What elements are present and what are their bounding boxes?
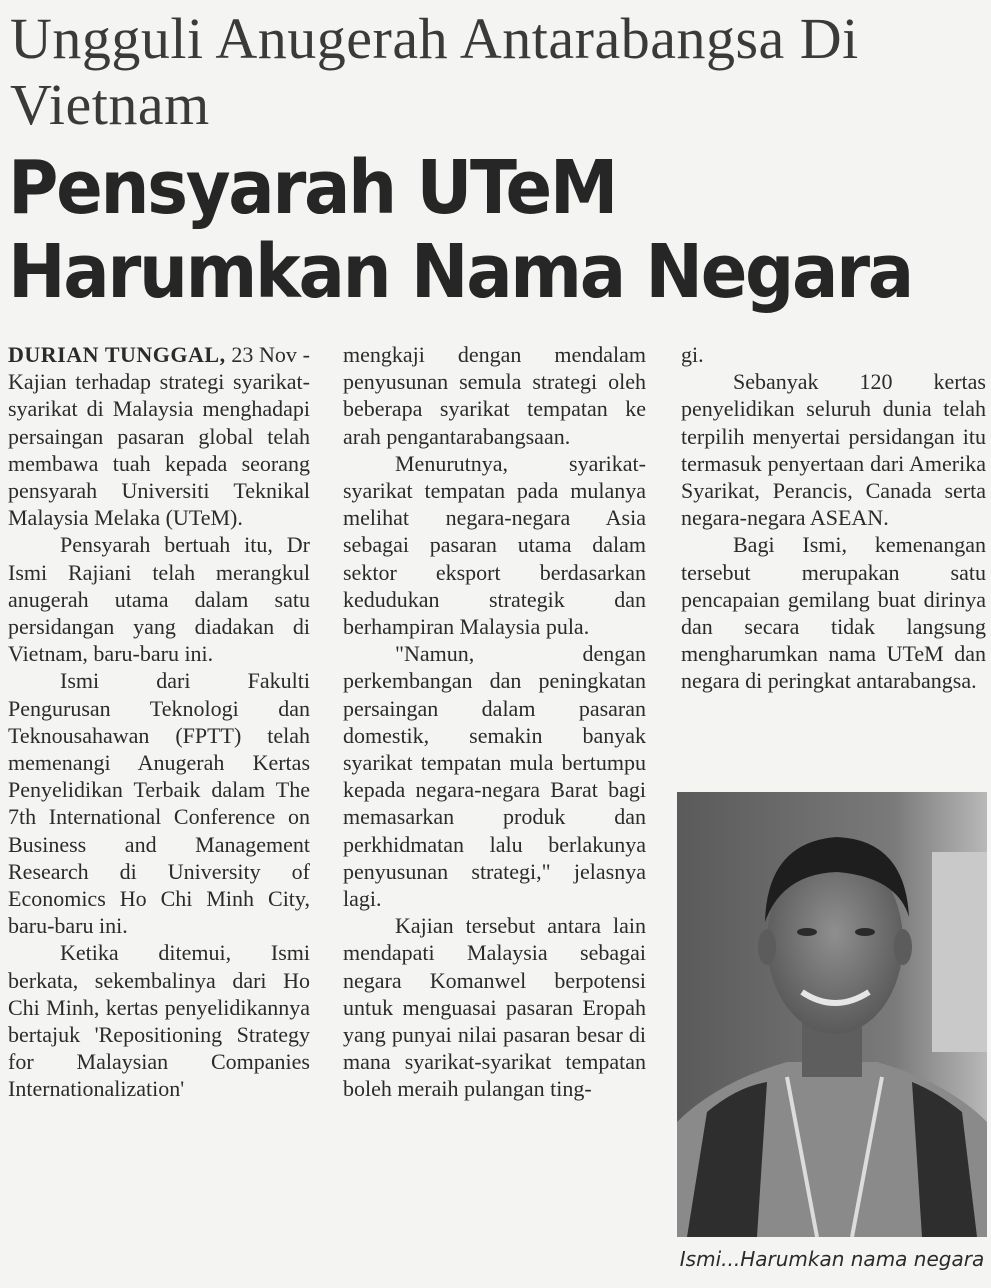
article-column-3 (681, 341, 986, 695)
paragraph-1 (8, 341, 310, 531)
headline-line-2: Harumkan Nama Negara (8, 229, 912, 315)
main-headline (8, 146, 919, 314)
paragraph-5: mengkaji dengan mendalam penyusunan semula strategi oleh beberapa syarikat tempatan ke arah pengantarabangsaan. (343, 342, 646, 449)
paragraph-11: Bagi Ismi, kemenangan tersebut merupakan satu pencapaian gemilang buat dirinya dan secara tidak langsung mengharumkan nama UTeM dan negara di peringkat antarabangsa. (681, 532, 986, 694)
paragraph-6: Menurutnya, syarikat-syarikat tempatan pada mulanya melihat negara-negara Asia sebagai pasaran utama dalam sektor eksport berdasarkan kedudukan strategik dan berhampiran Malaysia pula. (343, 450, 646, 640)
paragraph-10: Sebanyak 120 kertas penyelidikan seluruh dunia telah terpilih menyertai persidangan itu termasuk penyertaan dari Amerika Syarikat, Perancis, Canada serta negara-negara ASEAN. (681, 369, 986, 531)
portrait-photo (677, 792, 987, 1237)
paragraph-9: gi. (681, 342, 704, 367)
headline-line-1: Pensyarah UTeM (8, 145, 617, 231)
dateline: DURIAN TUNGGAL, (8, 342, 226, 367)
portrait-illustration (677, 792, 987, 1237)
article-column-2 (343, 341, 646, 1103)
article-column-1 (8, 341, 310, 1103)
photo-caption: Ismi...Harumkan nama negara (679, 1247, 985, 1271)
paragraph-7: "Namun, dengan perkembangan dan peningkatan persaingan dalam pasaran domestik, semakin banyak syarikat tempatan mula bertumpu kepada negara-negara Barat bagi memasarkan produk dan perkhidmatan lalu berlakunya penyusunan strategi," jelasnya lagi. (343, 641, 646, 912)
paragraph-1-text: 23 Nov - Kajian terhadap strategi syarikat-syarikat di Malaysia menghadapi persaingan pasaran global telah membawa tuah kepada seorang pensyarah Universiti Teknikal Malaysia Melaka (UTeM). (8, 342, 310, 531)
paragraph-2: Pensyarah bertuah itu, Dr Ismi Rajiani telah merangkul anugerah utama dalam satu persidangan yang diadakan di Vietnam, baru-baru ini. (8, 532, 310, 667)
paragraph-4: Ketika ditemui, Ismi berkata, sekembalinya dari Ho Chi Minh, kertas penyelidikannya bertajuk 'Repositioning Strategy for Malaysian Companies Internationalization' (8, 940, 310, 1102)
paragraph-3: Ismi dari Fakulti Pengurusan Teknologi dan Teknousahawan (FPTT) telah memenangi Anugerah Kertas Penyelidikan Terbaik dalam The 7th International Conference on Business and Management Research di University of Economics Ho Chi Minh City, baru-baru ini. (8, 668, 310, 939)
kicker-headline: Ungguli Anugerah Antarabangsa Di Vietnam (10, 6, 859, 137)
paragraph-8: Kajian tersebut antara lain mendapati Malaysia sebagai negara Komanwel berpotensi untuk menguasai pasaran Eropah yang punyai nilai pasaran besar di mana syarikat-syarikat tempatan boleh meraih pulangan ting- (343, 913, 646, 1102)
